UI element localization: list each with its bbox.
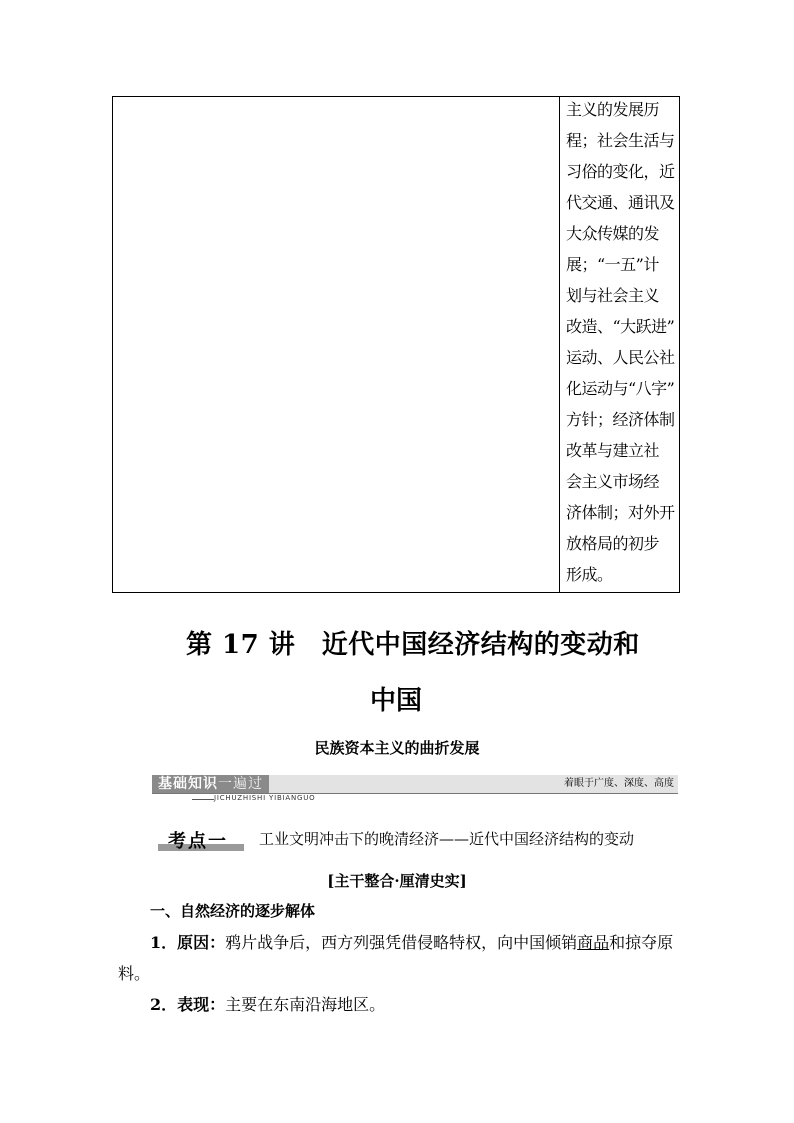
table-right-cell [566, 97, 678, 595]
table-cell-line: 方针；经济体制 [566, 410, 675, 429]
section-heading: 一、自然经济的逐步解体 [150, 902, 316, 920]
table-cell-line: 大众传媒的发 [566, 224, 660, 243]
banner-right-text: 着眼于广度、深度、高度 [564, 778, 674, 789]
item2-line [150, 992, 385, 1015]
banner-tag-tail: 一遍过 [218, 776, 263, 792]
lecture-title-line2: 中国 [370, 686, 423, 716]
banner-tag [152, 775, 269, 793]
table-cell-line: 划与社会主义 [566, 286, 660, 305]
table-cell-lines [566, 97, 678, 595]
item1-underlined: 商品 [577, 933, 610, 952]
bracket-heading: [主干整合·厘清史实] [327, 872, 467, 890]
table-cell-line: 程；社会生活与 [566, 131, 675, 150]
table-column-divider [559, 97, 560, 592]
table-cell-line: 展；“一五”计 [566, 255, 659, 274]
item2-label: 2．表现： [150, 995, 226, 1014]
table-cell-line: 改造、“大跃进” [566, 317, 675, 336]
item1-text-a: 鸦片战争后，西方列强凭借侵略特权，向中国倾销 [225, 933, 578, 952]
kaodian-badge [158, 827, 244, 851]
lecture-title-line1: 第 17 讲 近代中国经济结构的变动和 [186, 630, 640, 660]
basic-knowledge-banner [152, 775, 678, 805]
table-cell-line: 代交通、通讯及 [566, 193, 675, 212]
outline-table [112, 96, 680, 593]
lecture-subtitle: 民族资本主义的曲折发展 [314, 739, 480, 757]
table-cell-line: 形成。 [566, 565, 613, 584]
banner-underline-decoration [192, 799, 214, 800]
table-cell-line: 运动、人民公社 [566, 348, 675, 367]
item1-text-b: 和掠夺原 [609, 933, 674, 952]
table-cell-line: 改革与建立社 [566, 441, 660, 460]
banner-pinyin: JICHUZHISHI YIBIANGUO [214, 794, 316, 802]
table-cell-line: 化运动与“八字” [566, 379, 675, 398]
item1-line2: 料。 [118, 964, 151, 983]
table-cell-line: 济体制；对外开 [566, 503, 675, 522]
table-cell-line: 放格局的初步 [566, 534, 660, 553]
kaodian-title: 工业文明冲击下的晚清经济——近代中国经济结构的变动 [259, 830, 635, 848]
kaodian-label: 考点一 [168, 831, 228, 852]
item1-line1 [150, 930, 673, 953]
table-cell-line: 主义的发展历 [566, 100, 660, 119]
table-cell-line: 习俗的变化，近 [566, 162, 675, 181]
item2-text: 主要在东南沿海地区。 [225, 995, 386, 1014]
table-cell-line: 会主义市场经 [566, 472, 660, 491]
banner-tag-main: 基础知识 [158, 776, 218, 792]
item1-label: 1．原因： [150, 933, 226, 952]
